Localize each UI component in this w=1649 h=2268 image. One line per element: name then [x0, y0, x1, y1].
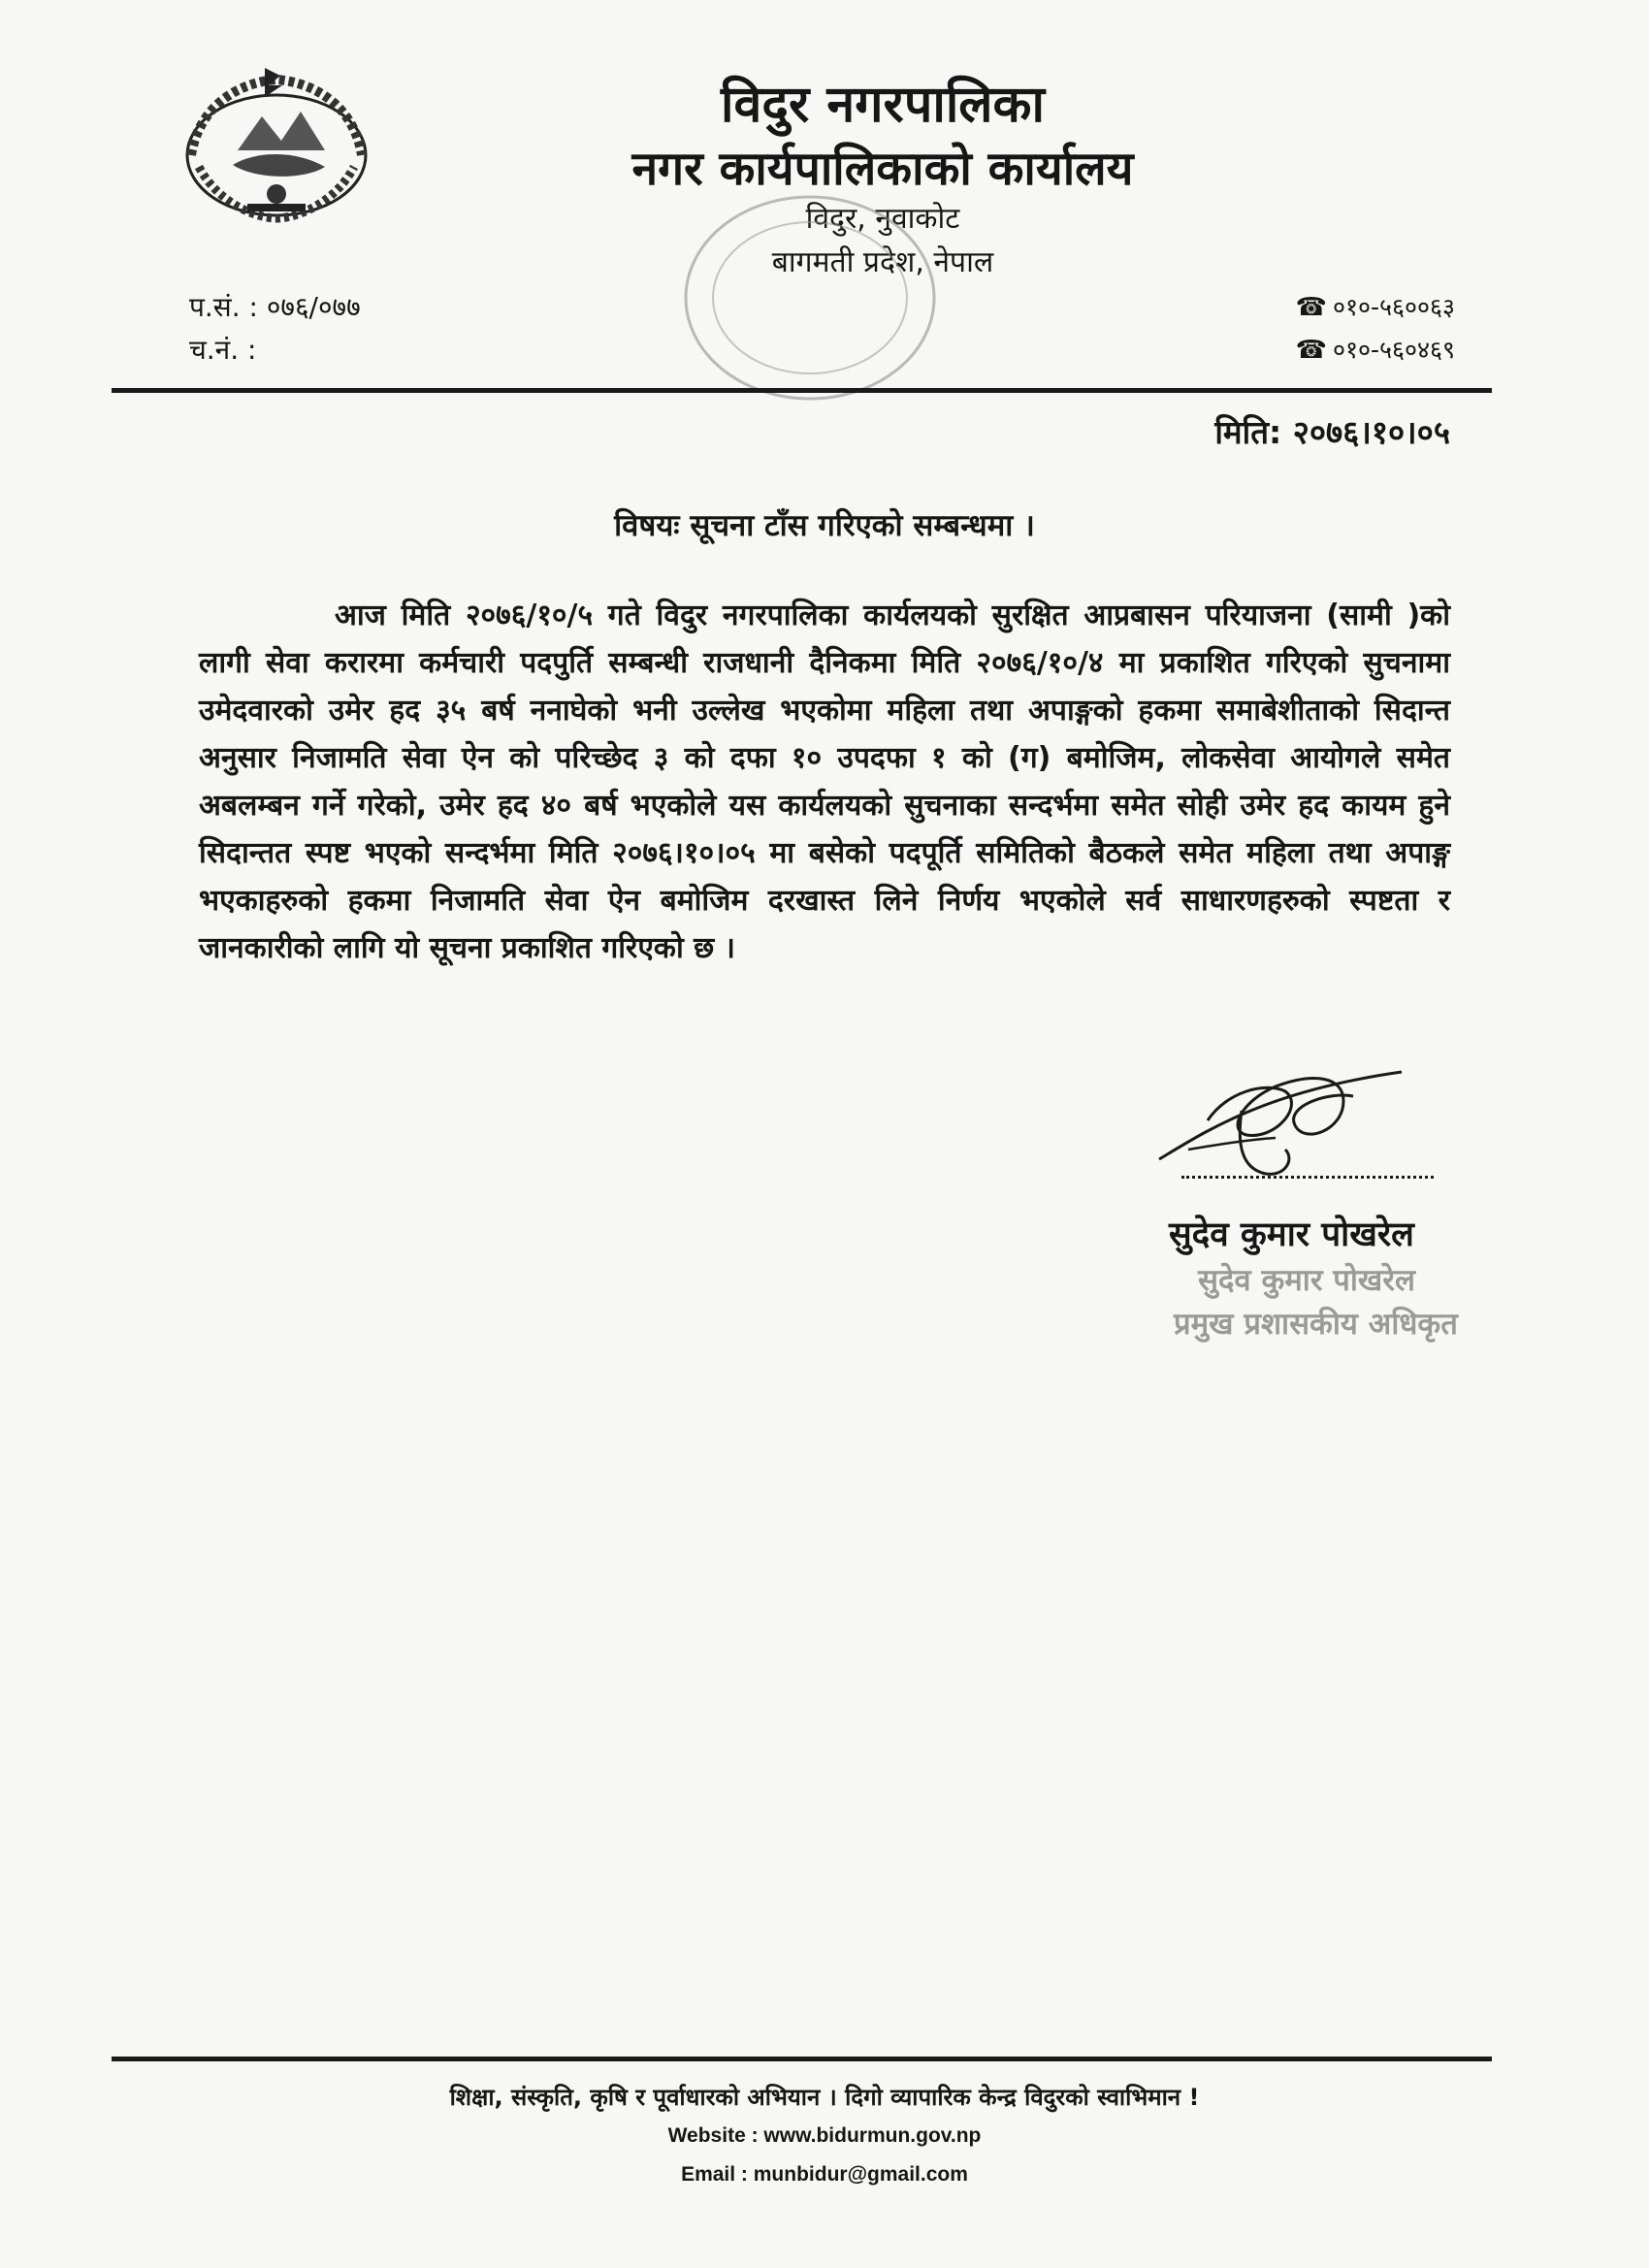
- footer-divider: [112, 2057, 1492, 2061]
- phone-number: ०१०-५६०४६९: [1332, 336, 1455, 364]
- signatory-name: सुदेव कुमार पोखरेल: [1169, 1215, 1414, 1254]
- office-name: नगर कार्यपालिकाको कार्यालय: [631, 142, 1134, 196]
- phone-row: [1296, 286, 1455, 329]
- phone-block: [1296, 286, 1455, 372]
- footer-motto: शिक्षा, संस्कृति, कृषि र पूर्वाधारको अभियान । दिगो व्यापारिक केन्द्र विदुरको स्वाभिमान !: [449, 2084, 1200, 2111]
- letter-body: [199, 592, 1450, 972]
- letter-date: मिति: २०७६।१०।०५: [1214, 413, 1450, 451]
- telephone-icon: ☎: [1295, 336, 1327, 365]
- seal-title: प्रमुख प्रशासकीय अधिकृत: [1174, 1307, 1458, 1342]
- reference-block: [189, 286, 361, 372]
- telephone-icon: ☎: [1295, 293, 1327, 322]
- seal-name: सुदेव कुमार पोखरेल: [1198, 1263, 1415, 1298]
- header-divider: [112, 388, 1492, 393]
- address-line-1: विदुर, नुवाकोट: [805, 202, 960, 236]
- letter-subject: विषयः सूचना टाँस गरिएको सम्बन्धमा ।: [614, 508, 1035, 543]
- footer-website: Website : www.bidurmun.gov.np: [667, 2124, 982, 2147]
- footer-email: Email : munbidur@gmail.com: [681, 2163, 968, 2186]
- dispatch-number: च.नं. :: [189, 334, 257, 366]
- org-name: विदुर नगरपालिका: [721, 76, 1045, 134]
- phone-number: ०१०-५६००६३: [1332, 293, 1455, 321]
- office-stamp: [679, 189, 941, 407]
- phone-row: [1296, 329, 1455, 372]
- letter-number: प.सं. : ०७६/०७७: [189, 291, 361, 323]
- signature-line: [1181, 1176, 1434, 1179]
- body-paragraph: आज मिति २०७६/१०/५ गते विदुर नगरपालिका कार्यलयको सुरक्षित आप्रबासन परियाजना (सामी )को लागी सेवा करारमा कर्मचारी पदपुर्ति सम्बन्धी राजधानी दैनिकमा मिति २०७६/१०/४ मा प्रकाशित गरिएको सुचनामा उमेदवारको उमेर हद ३५ बर्ष ननाघेको भनी उल्लेख भएकोमा महिला तथा अपाङ्गको हकमा समाबेशीताको सिदान्त अनुसार निजामति सेवा ऐन को परिच्छेद ३ को दफा १० उपदफा १ को (ग) बमोजिम, लोकसेवा आयोगले समेत अबलम्बन गर्ने गरेको, उमेर हद ४० बर्ष भएकोले यस कार्यलयको सुचनाका सन्दर्भमा समेत सोही उमेर हद कायम हुने सिदान्तत स्पष्ट भएको सन्दर्भमा मिति २०७६।१०।०५ मा बसेको पदपूर्ति समितिको बैठकले समेत महिला तथा अपाङ्ग भएकाहरुको हकमा निजामति सेवा ऐन बमोजिम दरखास्त लिने निर्णय भएकोले सर्व साधारणहरुको स्पष्टता र जानकारीको लागि यो सूचना प्रकाशित गरिएको छ ।: [199, 599, 1450, 965]
- address-line-2: बागमती प्रदेश, नेपाल: [771, 245, 994, 279]
